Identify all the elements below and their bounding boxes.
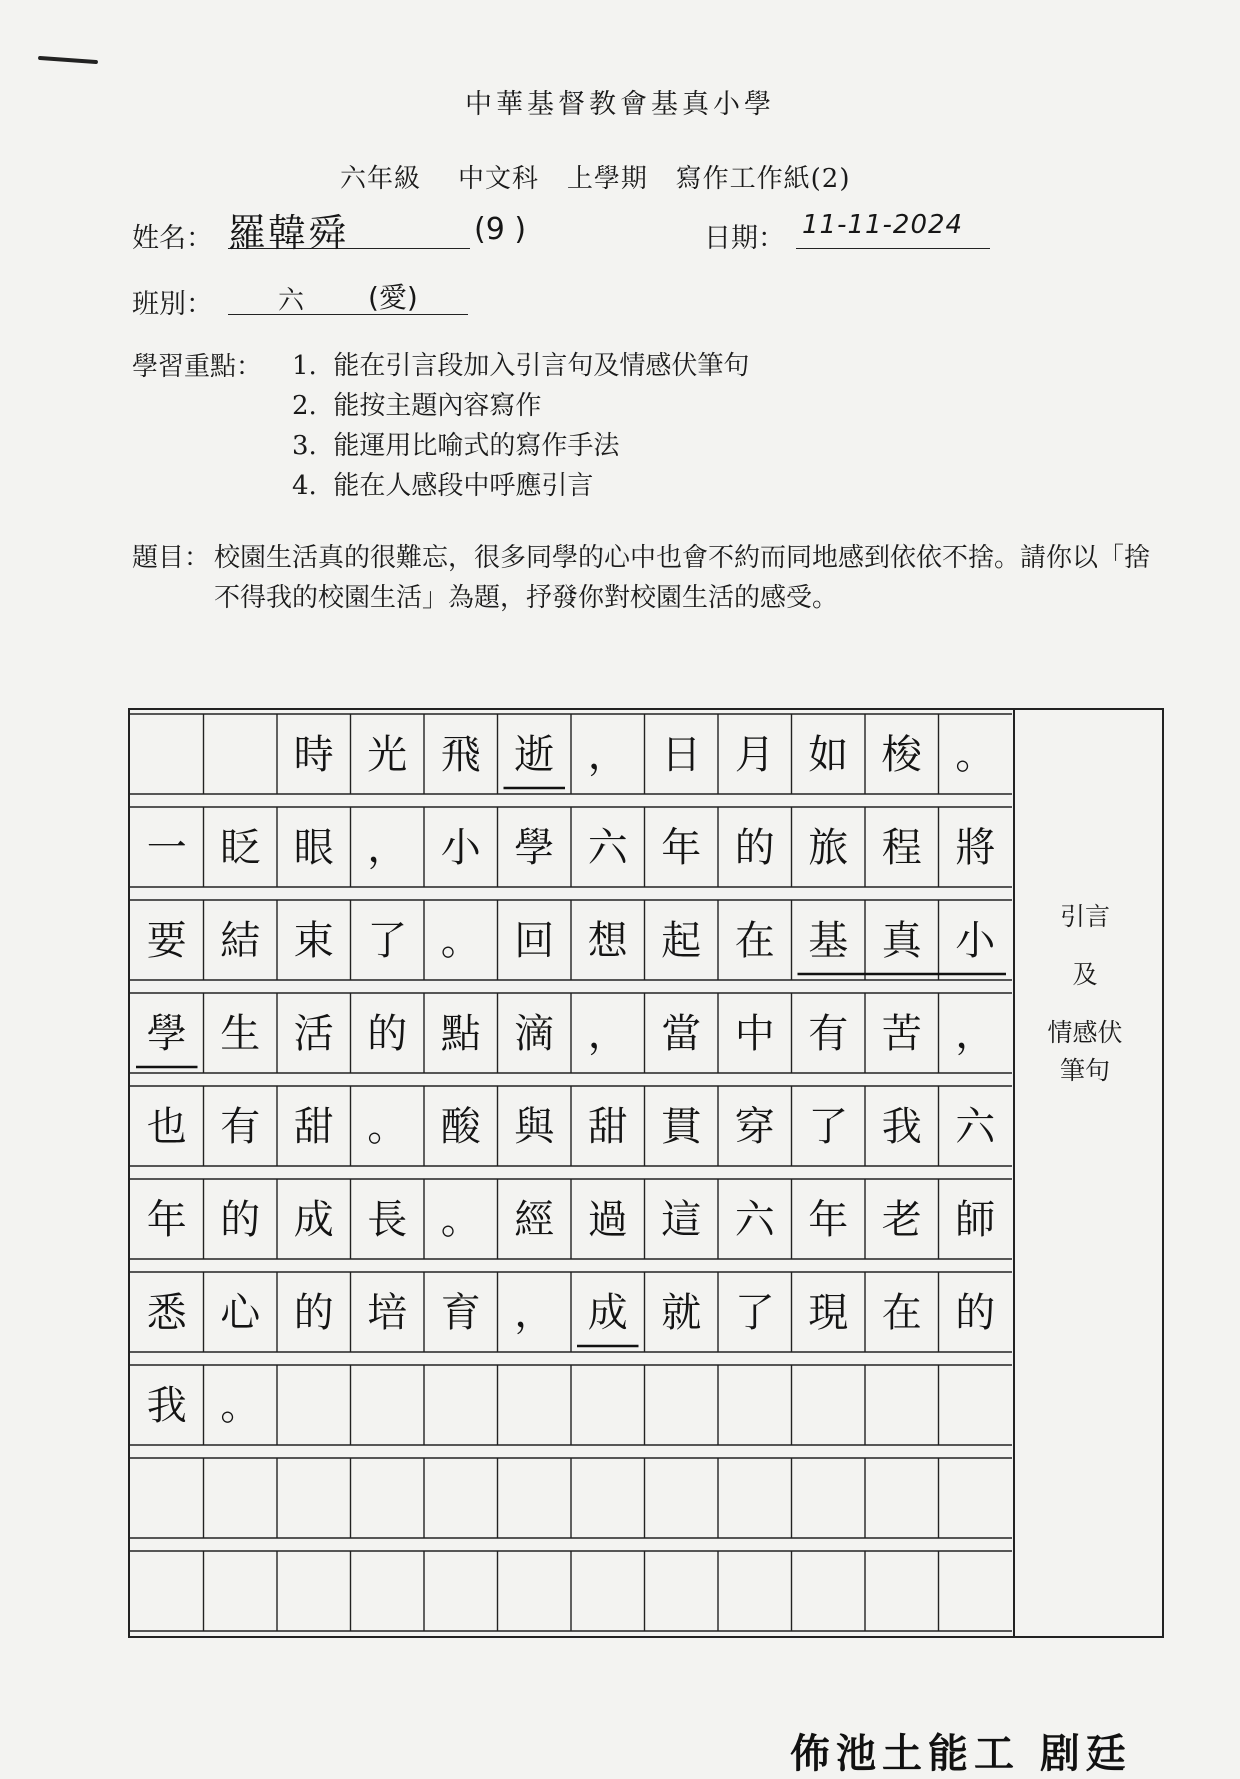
grid-row (130, 900, 1012, 980)
grid-cell[interactable]: 小 (440, 825, 481, 871)
grid-cell[interactable]: 眼 (293, 825, 334, 871)
class-group: (愛) (368, 281, 418, 314)
side-note-line: 情感伏 (1047, 1018, 1123, 1047)
grid-row (130, 1086, 1012, 1166)
learning-points-list (292, 346, 749, 506)
grid-cell[interactable]: ， (587, 732, 628, 778)
grid-cell[interactable]: 經 (514, 1197, 555, 1243)
learning-point: 1. 能在引言段加入引言句及情感伏筆句 (292, 351, 750, 381)
name-line[interactable] (228, 208, 470, 255)
grid-cell[interactable]: 甜 (293, 1104, 334, 1150)
date-label: 日期： (704, 223, 785, 254)
date-line[interactable] (796, 208, 990, 249)
side-note-line: 引言 (1059, 902, 1110, 931)
worksheet-subtitle: 六年級 中文科 上學期 寫作工作紙(2) (340, 164, 851, 194)
grid-cell[interactable]: 甜 (587, 1104, 628, 1150)
pen-dash-mark (38, 56, 98, 64)
grid-cell[interactable]: 當 (661, 1011, 702, 1057)
grid-cell[interactable]: 活 (293, 1011, 334, 1057)
grid-row (130, 1365, 1012, 1445)
grid-cell[interactable]: 與 (514, 1104, 555, 1150)
grid-cell[interactable]: 師 (955, 1197, 996, 1243)
class-line[interactable] (228, 276, 468, 315)
grid-row (130, 1272, 1012, 1352)
grid-cell[interactable]: 我 (881, 1104, 922, 1150)
grid-cell[interactable]: ， (955, 1011, 996, 1057)
grid-cell[interactable]: 梭 (881, 732, 922, 778)
grid-cell[interactable]: 的 (955, 1290, 996, 1336)
footer-cut-text: 佈池土能工 剧廷 (790, 1731, 1132, 1777)
grid-cell[interactable]: 滴 (514, 1011, 555, 1057)
learning-point: 3. 能運用比喻式的寫作手法 (292, 431, 620, 461)
grid-cell[interactable]: 。 (220, 1383, 261, 1429)
grid-cell[interactable]: 要 (146, 918, 187, 964)
grid-cell[interactable]: 六 (587, 825, 628, 871)
date-value: 11-11-2024 (802, 210, 964, 240)
grid-cell[interactable]: 回 (514, 918, 555, 964)
grid-cell[interactable]: ， (587, 1011, 628, 1057)
grid-cell[interactable]: 成 (293, 1197, 334, 1243)
grid-cell[interactable]: 穿 (734, 1104, 775, 1150)
grid-cell[interactable]: ， (367, 825, 408, 871)
grid-row (130, 993, 1012, 1073)
grid-cell[interactable]: 現 (808, 1290, 849, 1336)
school-title: 中華基督教會基真小學 (465, 89, 775, 120)
grid-cell[interactable]: 。 (955, 732, 996, 778)
grid-cell[interactable]: 旅 (808, 825, 849, 871)
grid-cell[interactable]: 年 (661, 825, 702, 871)
grid-cell[interactable]: 如 (808, 732, 849, 778)
topic-text: 校園生活真的很難忘，很多同學的心中也會不約而同地感到依依不捨。請你以「捨不得我的校園生活」為題，抒發你對校園生活的感受。 (214, 543, 1151, 613)
grid-cell[interactable]: 了 (367, 918, 408, 964)
grid-cell[interactable]: 也 (146, 1104, 187, 1150)
grid-row (130, 1179, 1012, 1259)
grid-cell[interactable]: 長 (367, 1197, 408, 1243)
grid-cell[interactable]: 我 (146, 1383, 187, 1429)
grid-cell[interactable]: 成 (587, 1290, 628, 1336)
grid-cell[interactable]: 真 (881, 918, 922, 964)
grid-cell[interactable]: 起 (661, 918, 702, 964)
grid-row (130, 1551, 1012, 1631)
grid-cell[interactable]: 的 (220, 1197, 261, 1243)
grid-cell[interactable]: 的 (734, 825, 775, 871)
grid-cell[interactable]: 將 (955, 825, 996, 871)
grid-cell[interactable]: 了 (808, 1104, 849, 1150)
name-label: 姓名： (132, 223, 213, 254)
grid-cell[interactable]: 育 (440, 1290, 481, 1336)
grid-cell[interactable]: 有 (808, 1011, 849, 1057)
grid-row (130, 1458, 1012, 1538)
grid-cell[interactable]: 光 (367, 732, 408, 778)
grid-cell[interactable]: 眨 (220, 825, 261, 871)
writing-grid-lines (130, 710, 1162, 1636)
grid-cell[interactable]: 生 (220, 1011, 261, 1057)
grid-cell[interactable]: 心 (220, 1290, 261, 1336)
side-note-line: 及 (1072, 960, 1098, 989)
grid-cell[interactable]: 六 (955, 1104, 996, 1150)
grid-cell[interactable]: 中 (734, 1011, 775, 1057)
grid-cell[interactable]: 逝 (514, 732, 555, 778)
grid-cell[interactable]: 日 (661, 732, 702, 778)
grid-cell[interactable]: 過 (587, 1197, 628, 1243)
grid-cell[interactable]: 年 (146, 1197, 187, 1243)
grid-cell[interactable]: 這 (661, 1197, 702, 1243)
grid-cell[interactable]: 程 (881, 825, 922, 871)
grid-cell[interactable]: 有 (220, 1104, 261, 1150)
grid-cell[interactable]: 年 (808, 1197, 849, 1243)
name-value: 羅韓舜 (228, 211, 349, 255)
grid-cell[interactable]: 小 (955, 918, 996, 964)
topic-label: 題目： (132, 543, 211, 573)
grid-cell[interactable]: 六 (734, 1197, 775, 1243)
grid-cell[interactable]: 。 (440, 1197, 481, 1243)
side-note (1010, 898, 1160, 1090)
grid-row (130, 714, 1012, 794)
grid-cell[interactable]: 飛 (440, 732, 481, 778)
learning-point: 2. 能按主題內容寫作 (292, 391, 542, 421)
grid-cell[interactable]: 的 (293, 1290, 334, 1336)
class-number: (9 ) (474, 212, 527, 247)
writing-grid[interactable] (128, 708, 1164, 1638)
grid-cell[interactable]: 貫 (661, 1104, 702, 1150)
grid-cell[interactable]: 基 (808, 918, 849, 964)
class-label: 班別： (132, 289, 213, 320)
grid-cell[interactable]: 。 (440, 918, 481, 964)
grid-cell[interactable]: 苦 (881, 1011, 922, 1057)
grid-cell[interactable]: 在 (734, 918, 775, 964)
side-note-line: 筆句 (1059, 1056, 1110, 1085)
grid-cell[interactable]: 培 (367, 1290, 408, 1336)
grid-cell[interactable]: 學 (146, 1011, 187, 1057)
grid-cell[interactable]: ， (514, 1290, 555, 1336)
learning-points-label: 學習重點： (132, 352, 263, 382)
class-value: 六 (278, 286, 305, 316)
grid-cell[interactable]: 月 (734, 732, 775, 778)
grid-cell[interactable]: 點 (440, 1011, 481, 1057)
grid-cell[interactable]: 的 (367, 1011, 408, 1057)
grid-cell[interactable]: 束 (293, 918, 334, 964)
topic-section (132, 538, 1162, 618)
learning-point: 4. 能在人感段中呼應引言 (292, 471, 594, 501)
grid-cell[interactable]: 想 (587, 918, 628, 964)
grid-cell[interactable]: 就 (661, 1290, 702, 1336)
grid-cell[interactable]: 悉 (146, 1290, 187, 1336)
grid-cell[interactable]: 了 (734, 1290, 775, 1336)
grid-cell[interactable]: 酸 (440, 1104, 481, 1150)
grid-cell[interactable]: 在 (881, 1290, 922, 1336)
grid-row (130, 807, 1012, 887)
grid-cell[interactable]: 結 (220, 918, 261, 964)
grid-cell[interactable]: 時 (293, 732, 334, 778)
grid-cell[interactable]: 老 (881, 1197, 922, 1243)
grid-cell[interactable]: 。 (367, 1104, 408, 1150)
grid-cell[interactable]: 學 (514, 825, 555, 871)
grid-cell[interactable]: 一 (146, 825, 187, 871)
